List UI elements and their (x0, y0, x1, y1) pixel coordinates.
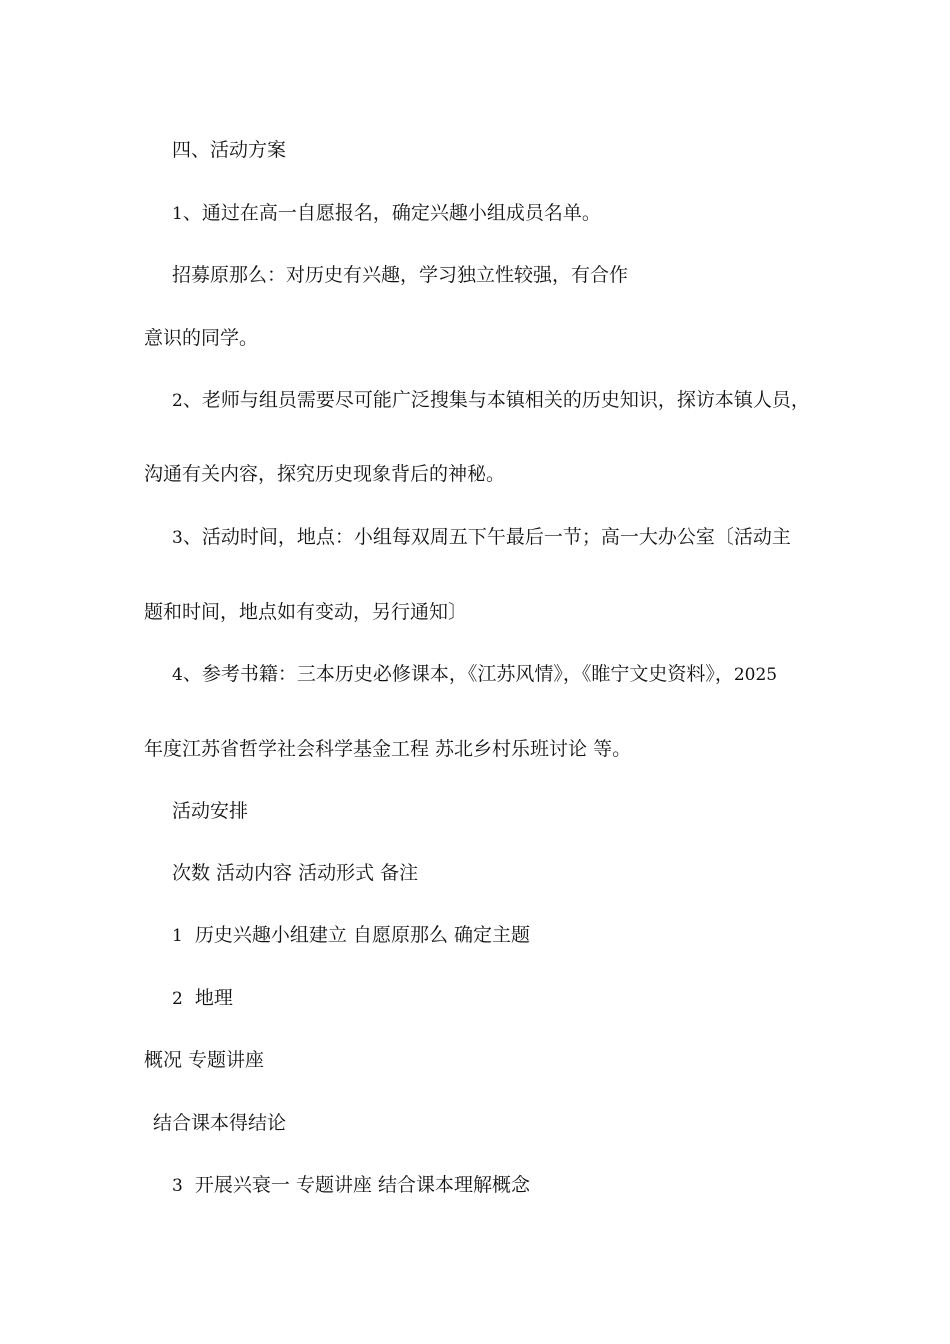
paragraph-3-continued (144, 600, 467, 624)
schedule-row-3-number: 3 (172, 1176, 183, 1196)
paragraph-1-continued (144, 326, 258, 350)
paragraph-3-text: 、活动时间，地点：小组每双周五下午最后一节；高一大办公室〔活动主 (182, 526, 791, 548)
schedule-row-2-note (153, 1111, 286, 1135)
paragraph-3-continued-text: 题和时间，地点如有变动，另行通知〕 (144, 601, 468, 623)
paragraph-1-recruit-text: 招募原那么：对历史有兴趣，学习独立性较强，有合作 (172, 264, 629, 286)
paragraph-4-year: 2025 (733, 665, 778, 685)
paragraph-2-continued (144, 462, 505, 486)
schedule-heading-text: 活动安排 (172, 800, 249, 822)
schedule-row-2-continued-text: 概况 专题讲座 (144, 1049, 265, 1071)
paragraph-1-recruit (172, 263, 628, 287)
paragraph-4-text: 、参考书籍：三本历史必修课本，《江苏风情》，《睢宁文史资料》， (182, 663, 734, 685)
schedule-row-1-text: 历史兴趣小组建立 自愿原那么 确定主题 (194, 924, 531, 946)
paragraph-1 (172, 201, 601, 226)
paragraph-4-continued (144, 737, 631, 761)
paragraph-2-number: 2 (172, 391, 183, 411)
schedule-table-header-text: 次数 活动内容 活动形式 备注 (172, 862, 419, 884)
paragraph-3-number: 3 (172, 528, 183, 548)
schedule-row-3-text: 开展兴衰一 专题讲座 结合课本理解概念 (194, 1174, 531, 1196)
paragraph-2-text: 、老师与组员需要尽可能广泛搜集与本镇相关的历史知识，探访本镇人员， (182, 389, 810, 411)
paragraph-2 (172, 388, 810, 413)
schedule-row-2-text: 地理 (194, 987, 233, 1009)
schedule-heading (172, 799, 248, 823)
paragraph-4 (172, 662, 777, 687)
schedule-row-1 (172, 923, 530, 948)
schedule-row-2-number: 2 (172, 989, 183, 1009)
paragraph-1-continued-text: 意识的同学。 (144, 327, 259, 349)
schedule-row-2-continued (144, 1048, 264, 1072)
section-heading-text: 四、活动方案 (172, 139, 287, 161)
paragraph-3 (172, 525, 791, 550)
paragraph-1-text: 、通过在高一自愿报名，确定兴趣小组成员名单。 (182, 202, 601, 224)
schedule-row-1-number: 1 (172, 926, 183, 946)
schedule-row-3 (172, 1173, 530, 1198)
schedule-table-header (172, 861, 418, 885)
paragraph-2-continued-text: 沟通有关内容，探究历史现象背后的神秘。 (144, 463, 506, 485)
schedule-row-2-note-text: 结合课本得结论 (153, 1112, 287, 1134)
paragraph-4-continued-text: 年度江苏省哲学社会科学基金工程 苏北乡村乐班讨论 等。 (144, 738, 632, 760)
section-heading (172, 138, 286, 162)
paragraph-4-number: 4 (172, 665, 183, 685)
paragraph-1-number: 1 (172, 204, 183, 224)
schedule-row-2 (172, 986, 233, 1011)
